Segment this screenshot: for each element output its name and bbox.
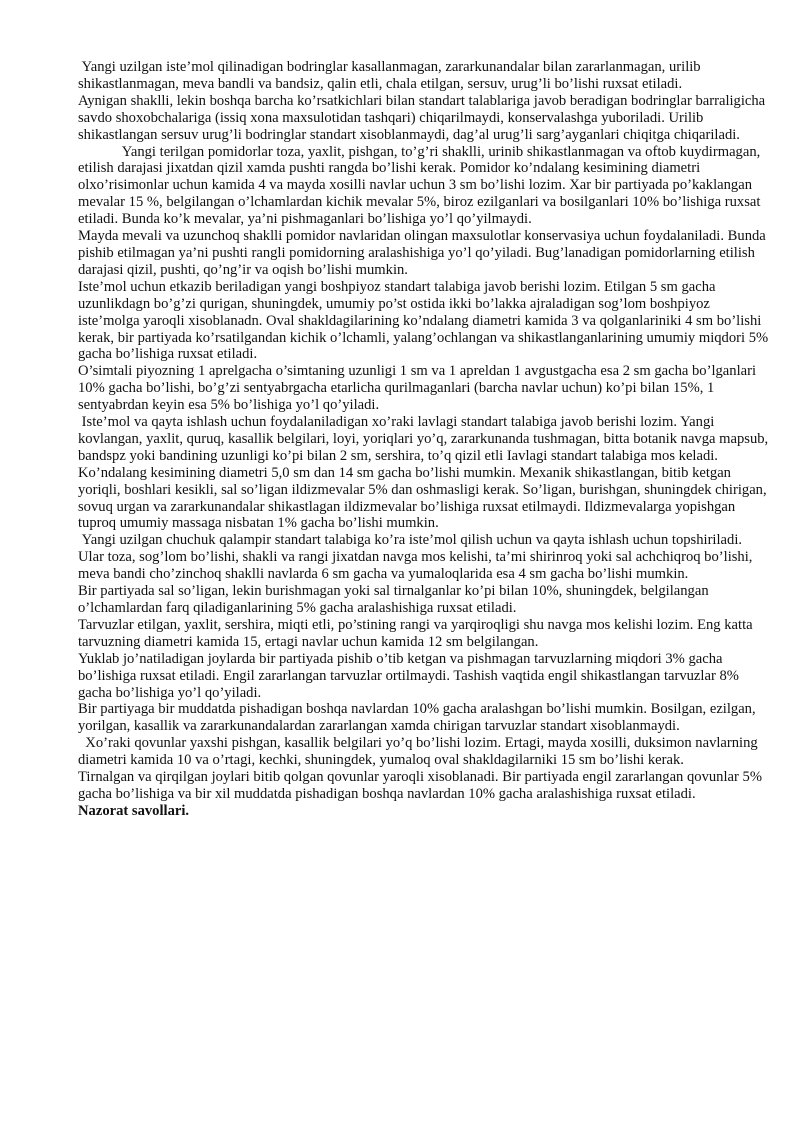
paragraph-melon-tolerance: Tirnalgan va qirqilgan joylari bitib qolgan qovunlar yaroqli xisoblanadi. Bir partiyada engil zararlangan qovunlar 5% gacha bo’lishiga va bir xil muddatda pishadigan boshqa navlardan 10% gacha aralashishiga ruxsat etiladi. [78, 769, 766, 802]
paragraph-watermelon-shipping: Yuklab jo’natiladigan joylarda bir partiyada pishib o’tib ketgan va pishmagan tarvuzlarning miqdori 3% gacha bo’lishiga ruxsat etiladi. Engil zararlangan tarvuzlar ortilmaydi. Tashish vaqtida engil shikastlangan tarvuzlar 8% gacha bo’lishiga yo’l qo’yiladi. [78, 650, 743, 701]
paragraph-onion-requirements: Iste’mol uchun etkazib beriladigan yangi boshpiyoz standart talabiga javob berishi lozim. Etilgan 5 sm gacha uzunlikdagn bo’g’zi qurigan, shuningdek, umumiy po’st ostida ikki bo’lakka ajraladigan sog’lom boshpiyoz iste’molga yaroqli xisoblanadn. Oval shakldagilarining ko’ndalang diametri kamida 3 va qolganlariniki 4 sm bo’lishi kerak, bir partiyada ko’rsatilgandan kichik o’lchamli, yalang’ochlangan va shikastlanganlarining umumiy miqdori 5% gacha bo’lishiga ruxsat etiladi. [78, 278, 772, 363]
paragraph-cucumber-intro: Yangi uzilgan iste’mol qilinadigan bodringlar kasallanmagan, zararkunandalar bilan zararlanmagan, urilib shikastlanmagan, meva bandli va bandsiz, qalin etli, chala etilgan, sersuv, urug’li bo’lishi ruxsat etiladi. [78, 59, 705, 92]
paragraph-tomato-conservation: Mayda mevali va uzunchoq shaklli pomidor navlaridan olingan maxsulotlar konservasiya uchun foydalaniladi. Bunda pishib etilmagan ya’ni pushti rangli pomidorning aralashishiga yo’l qo’yiladi. Bug’lanadigan pomidorlarning etilish darajasi qizil, pushti, qo’ng’ir va oqish bo’lishi mumkin. [78, 228, 770, 278]
paragraph-onion-sprouts: O’simtali piyozning 1 aprelgacha o’simtaning uzunligi 1 sm va 1 apreldan 1 avgustgacha esa 2 sm gacha bo’lganlari 10% gacha bo’lishi, bo’g’zi sentyabrgacha etarlicha qurilmaganlari (barcha navlar uchun) ko’pi bilan 15%, 1 sentyabrdan keyin esa 5% bo’lishiga yo’l qo’yiladi. [78, 363, 760, 414]
section-heading-control-questions: Nazorat savollari. [78, 802, 190, 819]
paragraph-melon-requirements: Xo’raki qovunlar yaxshi pishgan, kasallik belgilari yo’q bo’lishi lozim. Ertagi, mayda xosilli, duksimon navlarning diametri kamida 10 va o’rtagi, kechki, shuningdek, yumaloq oval shakldagilarniki 15 sm bo’lishi kerak. [78, 735, 762, 769]
paragraph-beet-requirements: Iste’mol va qayta ishlash uchun foydalaniladigan xo’raki lavlagi standart talabiga javob berishi lozim. Yangi kovlangan, yaxlit, quruq, kasallik belgilari, loyi, yoriqlari yo’q, zararkunanda tushmagan, bitta botanik navga mapsub, bandspz yoki bandining uzunligi ko’pi bilan 2 sm, sershira, to’q qizil etli Iavlagi standart talabiga mos keladi. [78, 414, 772, 464]
paragraph-watermelon-mixing: Bir partiyaga bir muddatda pishadigan boshqa navlardan 10% gacha aralashgan bo’lishi mumkin. Bosilgan, ezilgan, yorilgan, kasallik va zararkunandalardan zararlangan xamda chirigan tarvuzlar standart xisoblanmaydi. [78, 701, 760, 735]
paragraph-tomato-requirements: Yangi terilgan pomidorlar toza, yaxlit, pishgan, to’g’ri shaklli, urinib shikastlanmagan va oftob kuydirmagan, etilish darajasi jixatdan qizil xamda pushti rangda bo’lishi kerak. Pomidor ko’ndalang kesimining diametri olxo’risimonlar uchun kamida 4 va mayda xosilli navlar uchun 3 sm bo’lishi lozim. Xar bir partiyada po’kaklangan mevalar 15 %, belgilangan o’lchamlardan kichik mevalar 5%, biroz ezilganlari va bosilganlari 10% bo’lishiga ruxsat etiladi. Bunda ko’k mevalar, ya’ni pishmaganlari bo’lishiga yo’l qo’yilmaydi. [78, 143, 765, 228]
paragraph-pepper-requirements: Yangi uzilgan chuchuk qalampir standart talabiga ko’ra iste’mol qilish uchun va qayta ishlash uchun topshiriladi. Ular toza, sog’lom bo’lishi, shakli va rangi jixatdan navga mos kelishi, ta’mi shirinroq yoki sal achchiqroq bo’lishi, meva bandi cho’zinchoq shaklli navlarda 6 sm gacha va yumaloqlarida esa 4 sm gacha bo’lishi mumkin. [78, 532, 757, 583]
paragraph-watermelon-requirements: Tarvuzlar etilgan, yaxlit, sershira, miqti etli, po’stining rangi va yarqiroqligi shu navga mos kelishi lozim. Eng katta tarvuzning diametri kamida 15, ertagi navlar uchun kamida 12 sm belgilangan. [78, 616, 757, 650]
paragraph-beet-diameter: Ko’ndalang kesimining diametri 5,0 sm dan 14 sm gacha bo’lishi mumkin. Mexanik shikastlangan, bitib ketgan yoriqli, boshlari kesikli, sal so’ligan ildizmevalar 5% dan oshmasligi kerak. So’ligan, burishgan, shuningdek chirigan, sovuq urgan va zararkunandalar shikastlagan ildizmevalar bo’lishiga ruxsat etilmaydi. Ildizmevalarga yopishgan tuproq umumiy massaga nisbatan 1% gacha bo’lishi mumkin. [78, 464, 771, 532]
paragraph-pepper-tolerance: Bir partiyada sal so’ligan, lekin burishmagan yoki sal tirnalganlar ko’pi bilan 10%, shuningdek, belgilangan o’lchamlardan farq qiladiganlarining 5% gacha aralashishiga ruxsat etiladi. [78, 583, 713, 616]
paragraph-cucumber-shape: Aynigan shaklli, lekin boshqa barcha ko’rsatkichlari bilan standart talablariga javob beradigan bodringlar barraligicha savdo shoxobchalariga (issiq xona maxsulotidan tashqari) chiqarilmaydi, konservalashga yuboriladi. Urilib shikastlangan sersuv urug’li bodringlar standart xisoblanmaydi, dag’al urug’li sarg’ayganlari chiqitga chiqariladi. [78, 92, 769, 143]
document-body [78, 59, 770, 820]
